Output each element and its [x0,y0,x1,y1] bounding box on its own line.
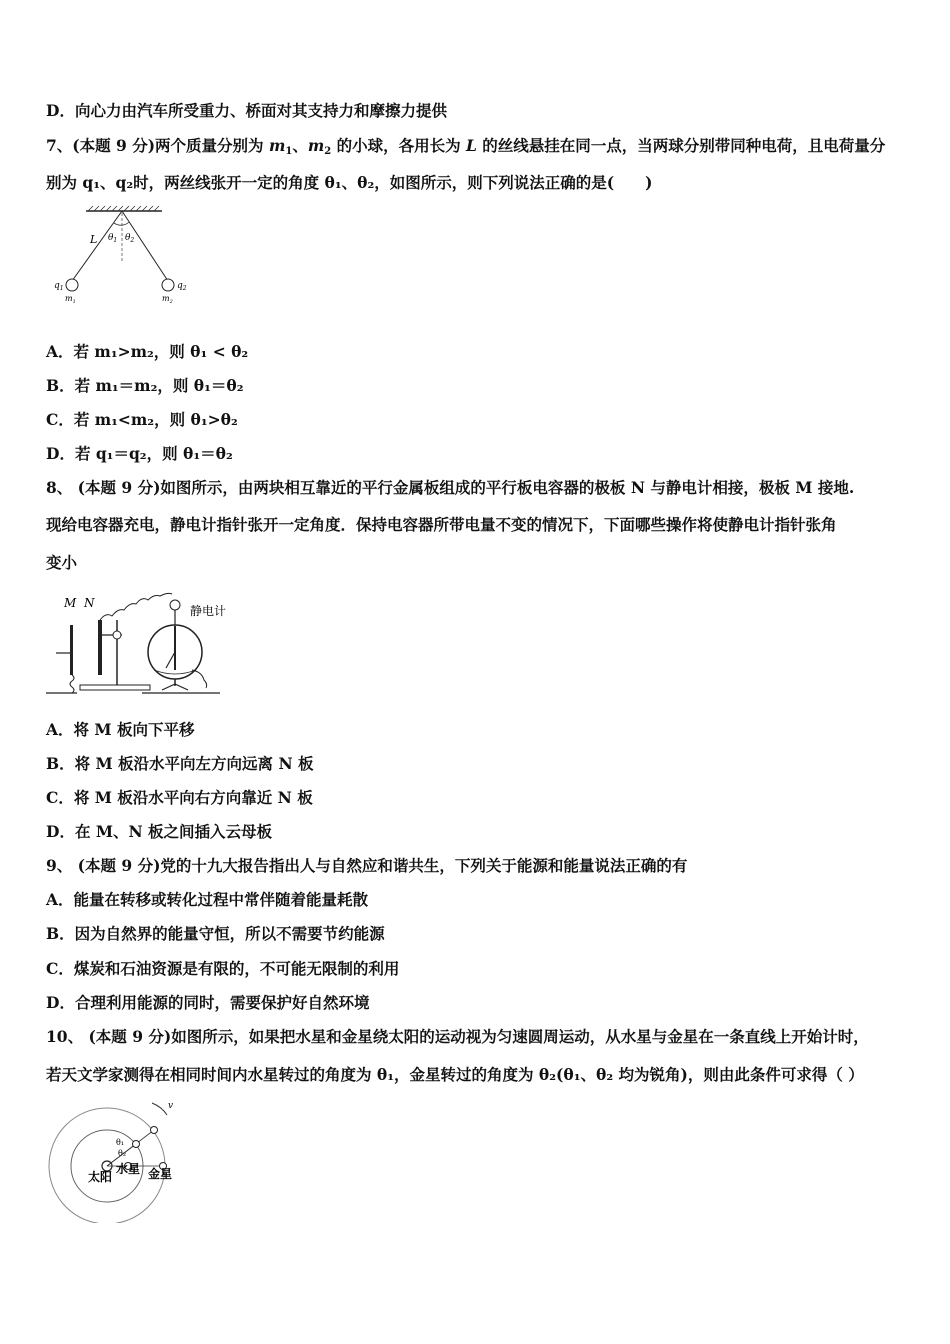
q9-option-a: A．能量在转移或转化过程中常伴随着能量耗散 [46,890,369,909]
q9-stem: 9、 (本题 9 分)党的十九大报告指出人与自然应和谐共生，下列关于能源和能量说法正确的有 [46,856,688,875]
label-L: L [90,233,98,246]
q9-option-d: D．合理利用能源的同时，需要保护好自然环境 [46,993,370,1012]
q7-option-b: B．若 m₁＝m₂，则 θ₁＝θ₂ [46,376,244,395]
q7-stem-line2: 别为 q₁、q₂时，两丝线张开一定的角度 θ₁、θ₂，如图所示，则下列说法正确的是( ) [46,173,653,192]
label-q1: $q_1$ [54,281,64,292]
label-N: N [84,596,95,610]
electrometer-figure [42,590,242,700]
q8-stem-line2: 现给电容器充电，静电计指针张开一定角度．保持电容器所带电量不变的情况下，下面哪些操作将使静电计指针张角 [46,515,837,534]
q8-option-b: B．将 M 板沿水平向左方向远离 N 板 [46,754,314,773]
orbit-figure [44,1098,194,1223]
q7-stem-line1: 7、(本题 9 分)两个质量分别为 $m_1$、$m_2$ 的小球，各用长为 L 的丝线悬挂在同一点，当两球分别带同种电荷，且电荷量分 [46,136,886,157]
label-q2: $q_2$ [177,281,187,292]
q8-stem-line3: 变小 [46,553,78,572]
pendulum-figure [50,203,200,308]
q10-stem-line1: 10、 (本题 9 分)如图所示，如果把水星和金星绕太阳的运动视为匀速圆周运动，从水星与金星在一条直线上开始计时， [46,1027,869,1046]
label-theta1: θ₁ [116,1138,125,1147]
label-m1: $m_1$ [65,294,76,305]
label-mercury: 水星 [116,1162,141,1176]
label-theta1: $\theta_1$ [108,233,118,244]
label-venus: 金星 [148,1167,173,1181]
q6-option-d: D．向心力由汽车所受重力、桥面对其支持力和摩擦力提供 [46,101,447,120]
label-m2: $m_2$ [162,294,173,305]
q7-option-a: A．若 m₁>m₂，则 θ₁ < θ₂ [46,342,249,361]
label-v: v [168,1101,174,1111]
label-sun: 太阳 [88,1170,113,1184]
label-theta2: $\theta_2$ [125,233,135,244]
q8-stem-line1: 8、 (本题 9 分)如图所示，由两块相互靠近的平行金属板组成的平行板电容器的极板 N 与静电计相接，极板 M 接地. [46,478,855,497]
q8-option-c: C．将 M 板沿水平向右方向靠近 N 板 [46,788,313,807]
q9-option-b: B．因为自然界的能量守恒，所以不需要节约能源 [46,924,385,943]
q9-option-c: C．煤炭和石油资源是有限的，不可能无限制的利用 [46,959,400,978]
q7-option-d: D．若 q₁＝q₂，则 θ₁＝θ₂ [46,444,233,463]
label-electrometer: 静电计 [190,604,227,618]
q10-stem-line2: 若天文学家测得在相同时间内水星转过的角度为 θ₁，金星转过的角度为 θ₂(θ₁、θ₂ 均为锐角)，则由此条件可求得（ ） [46,1065,864,1084]
q8-option-d: D．在 M、N 板之间插入云母板 [46,822,273,841]
label-M: M [64,596,77,610]
q8-option-a: A．将 M 板向下平移 [46,720,195,739]
label-theta2: θ₂ [118,1149,127,1158]
q7-option-c: C．若 m₁<m₂，则 θ₁>θ₂ [46,410,238,429]
